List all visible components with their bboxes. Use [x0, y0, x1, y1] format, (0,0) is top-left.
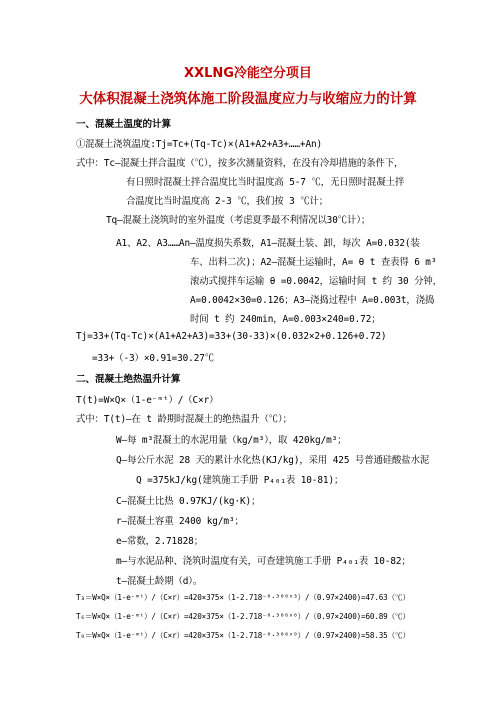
formula-line: T₃＝W×Q×（1-e⁻ᵐᵗ）/（C×r）=420×375×（1-2.718⁻⁰·³⁰⁶ˣ³）/（0.97×2400)=47.63（℃） [76, 593, 410, 602]
text-line: 时间 t 约 240min，A=0.003×240=0.72； [190, 314, 381, 325]
text-line: Tj=33+(Tq-Tc)×(A1+A2+A3)=33+(30-33)×(0.032×2+0.126+0.72) [76, 331, 387, 342]
text-line: e—常数，2.71828； [116, 536, 203, 547]
text-line: W—每 m³混凝土的水泥用量（kg/m³），取 420kg/m³； [116, 435, 347, 446]
text-line: Q—每公斤水泥 28 天的累计水化热(KJ/kg)，采用 425 号普通硅酸盐水泥 [116, 455, 430, 466]
text-line: Q =375kJ/kg(建筑施工手册 P₄₀₁表 10-81)； [136, 475, 344, 486]
text-line: Tq—混凝土浇筑时的室外温度（考虑夏季最不利情况以30℃计）； [106, 215, 371, 226]
text-line: T(t)=W×Q×（1-e⁻ᵐᵗ）/（C×r） [76, 395, 219, 406]
text-line: 式中：T(t)—在 t 龄期时混凝土的绝热温升（℃）； [76, 414, 292, 425]
section-heading: 二、混凝土绝热温升计算 [76, 374, 181, 385]
document-subtitle: 大体积混凝土浇筑体施工阶段温度应力与收缩应力的计算 [79, 91, 417, 107]
text-line: r—混凝土容重 2400 kg/m³； [116, 516, 244, 527]
formula-line: T₆＝W×Q×（1-e⁻ᵐᵗ）/（C×r）=420×375×（1-2.718⁻⁰·³⁰⁶ˣ⁶）/（0.97×2400)=60.89（℃） [76, 612, 410, 621]
text-line: 车、出料二次)；A2—混凝土运输时，A= θ t 查表得 6 m³ [190, 257, 437, 268]
text-line: A1、A2、A3……An—温度损失系数，A1—混凝土装、卸，每次 A=0.032(装 [116, 238, 420, 249]
text-line: t—混凝土龄期（d）。 [116, 576, 203, 587]
text-line: ①混凝土浇筑温度:Tj=Tc+(Tq-Tc)×(A1+A2+A3+……+An) [76, 139, 323, 150]
document-title: XXLNG冷能空分项目 [184, 66, 312, 81]
formula-line: T₉＝W×Q×（1-e⁻ᵐᵗ）/（C×r）=420×375×（1-2.718⁻⁰·³⁰⁶ˣ⁹）/（0.97×2400)=58.35（℃） [76, 631, 410, 640]
text-line: 合温度比当时温度高 2-3 ℃，我们按 3 ℃计； [126, 196, 329, 207]
text-line: m—与水泥品种、浇筑时温度有关，可查建筑施工手册 P₄₀₁表 10-82； [116, 556, 411, 567]
section-heading: 一、混凝土温度的计算 [76, 119, 171, 130]
text-line: A=0.0042×30=0.126；A3—浇捣过程中 A=0.003t，浇捣 [190, 295, 435, 306]
text-line: 式中：Tc—混凝土拌合温度（℃），按多次测量资料，在没有冷却措施的条件下， [76, 158, 404, 169]
text-line: 有日照时混凝土拌合温度比当时温度高 5-7 ℃，无日照时混凝土拌 [126, 177, 405, 188]
text-line: =33+（-3）×0.91=30.27℃ [92, 353, 215, 364]
text-line: C—混凝土比热 0.97KJ/(kg·K)； [116, 496, 261, 507]
text-line: 滚动式搅拌车运输 θ =0.0042，运输时间 t 约 30 分钟， [190, 276, 442, 287]
